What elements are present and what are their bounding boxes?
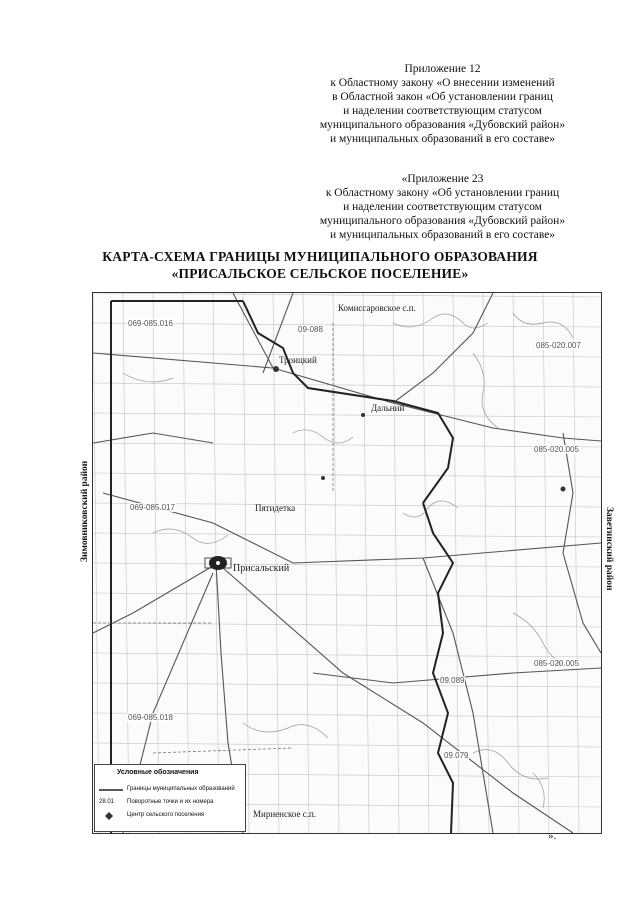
grid-line <box>93 293 601 297</box>
grid-line <box>93 563 601 567</box>
grid-line <box>93 683 601 687</box>
grid-line <box>93 443 601 447</box>
troitsky-label: Троицкий <box>279 355 317 365</box>
pyatidetka-label: Пятидетка <box>255 503 296 513</box>
grid-line <box>93 653 601 657</box>
map-grid <box>93 293 601 833</box>
appendix-23-line-1: к Областному закону «Об установлении границ <box>325 187 560 199</box>
turning-point-label: 28.01 <box>99 799 115 805</box>
point-code-3: 085-020.007 <box>536 341 581 350</box>
dashed-track <box>93 323 333 753</box>
right-district-label: Заветинский район <box>604 507 614 591</box>
document-title-line-2: «ПРИСАЛЬСКОЕ СЕЛЬСКОЕ ПОСЕЛЕНИЕ» <box>171 266 469 281</box>
legend-boundary-text: Границы муниципальных образований <box>127 786 235 792</box>
legend-center-text: Центр сельского поселения <box>127 812 205 818</box>
appendix-12-line-4: муниципального образования «Дубовский район» <box>319 119 566 131</box>
boundary-line-icon <box>99 785 123 795</box>
grid-line <box>543 293 549 833</box>
appendix-23-header <box>300 172 585 242</box>
grid-line <box>513 293 519 833</box>
grid-line <box>93 533 601 537</box>
document-title <box>40 248 600 282</box>
closing-quote: ». <box>548 830 557 842</box>
komissarovskoe-label: Комиссаровское с.п. <box>338 303 416 313</box>
legend-row-points <box>99 798 243 808</box>
prisalsky-label: Присальский <box>233 563 290 574</box>
point-code-8: 069-085.018 <box>128 713 173 722</box>
boundary-map <box>92 292 602 834</box>
appendix-12-title: Приложение 12 <box>404 63 481 75</box>
appendix-12-line-1: к Областному закону «О внесении изменений <box>330 77 555 89</box>
left-district-label: Зимовниковский район <box>80 460 90 562</box>
point-code-5: 069-085.017 <box>130 503 175 512</box>
grid-line <box>153 293 159 833</box>
legend-points-text: Поворотные точки и их номера <box>127 799 214 805</box>
map-legend <box>94 764 246 832</box>
point-code-4: 085-020.005 <box>534 445 579 454</box>
appendix-12-line-5: и муниципальных образований в его составе» <box>329 133 556 145</box>
document-title-line-1: КАРТА-СХЕМА ГРАНИЦЫ МУНИЦИПАЛЬНОГО ОБРАЗОВАНИЯ <box>102 249 538 264</box>
center-marker-icon <box>99 811 123 821</box>
legend-row-center <box>99 811 243 821</box>
grid-line <box>93 623 601 627</box>
point-code-6: 085-020.005 <box>534 659 579 668</box>
appendix-23-line-3: муниципального образования «Дубовский район» <box>319 215 566 227</box>
prisalsky-village <box>205 556 231 570</box>
map-roads <box>93 293 601 833</box>
appendix-12-header <box>300 62 585 146</box>
grid-line <box>573 293 579 833</box>
appendix-23-line-2: и наделении соответствующим статусом <box>343 201 542 213</box>
mirnenskoe-label: Мирненское с.п. <box>253 809 317 819</box>
appendix-12-line-3: и наделении соответствующим статусом <box>343 105 542 117</box>
grid-line <box>93 743 601 747</box>
grid-line <box>93 413 601 417</box>
point-code-1: 069-085.016 <box>128 319 173 328</box>
appendix-23-title: «Приложение 23 <box>401 173 484 185</box>
grid-line <box>93 353 601 357</box>
legend-row-boundary <box>99 785 243 795</box>
point-code-9: 09.079 <box>444 751 469 760</box>
point-code-2: 09-088 <box>298 325 323 334</box>
grid-line <box>93 473 601 477</box>
grid-line <box>333 293 339 833</box>
grid-line <box>393 293 399 833</box>
grid-line <box>93 593 601 597</box>
appendix-23-line-4: и муниципальных образований в его составе» <box>329 229 556 241</box>
grid-line <box>483 293 489 833</box>
appendix-12-line-2: в Областной закон «Об установлении границ <box>332 91 553 103</box>
map-drawing <box>93 293 601 833</box>
grid-line <box>363 293 369 833</box>
grid-line <box>93 383 601 387</box>
dalny-label: Дальний <box>371 403 405 413</box>
legend-title: Условные обозначения <box>117 769 199 776</box>
grid-line <box>423 293 429 833</box>
point-code-7: 09.089 <box>440 676 465 685</box>
